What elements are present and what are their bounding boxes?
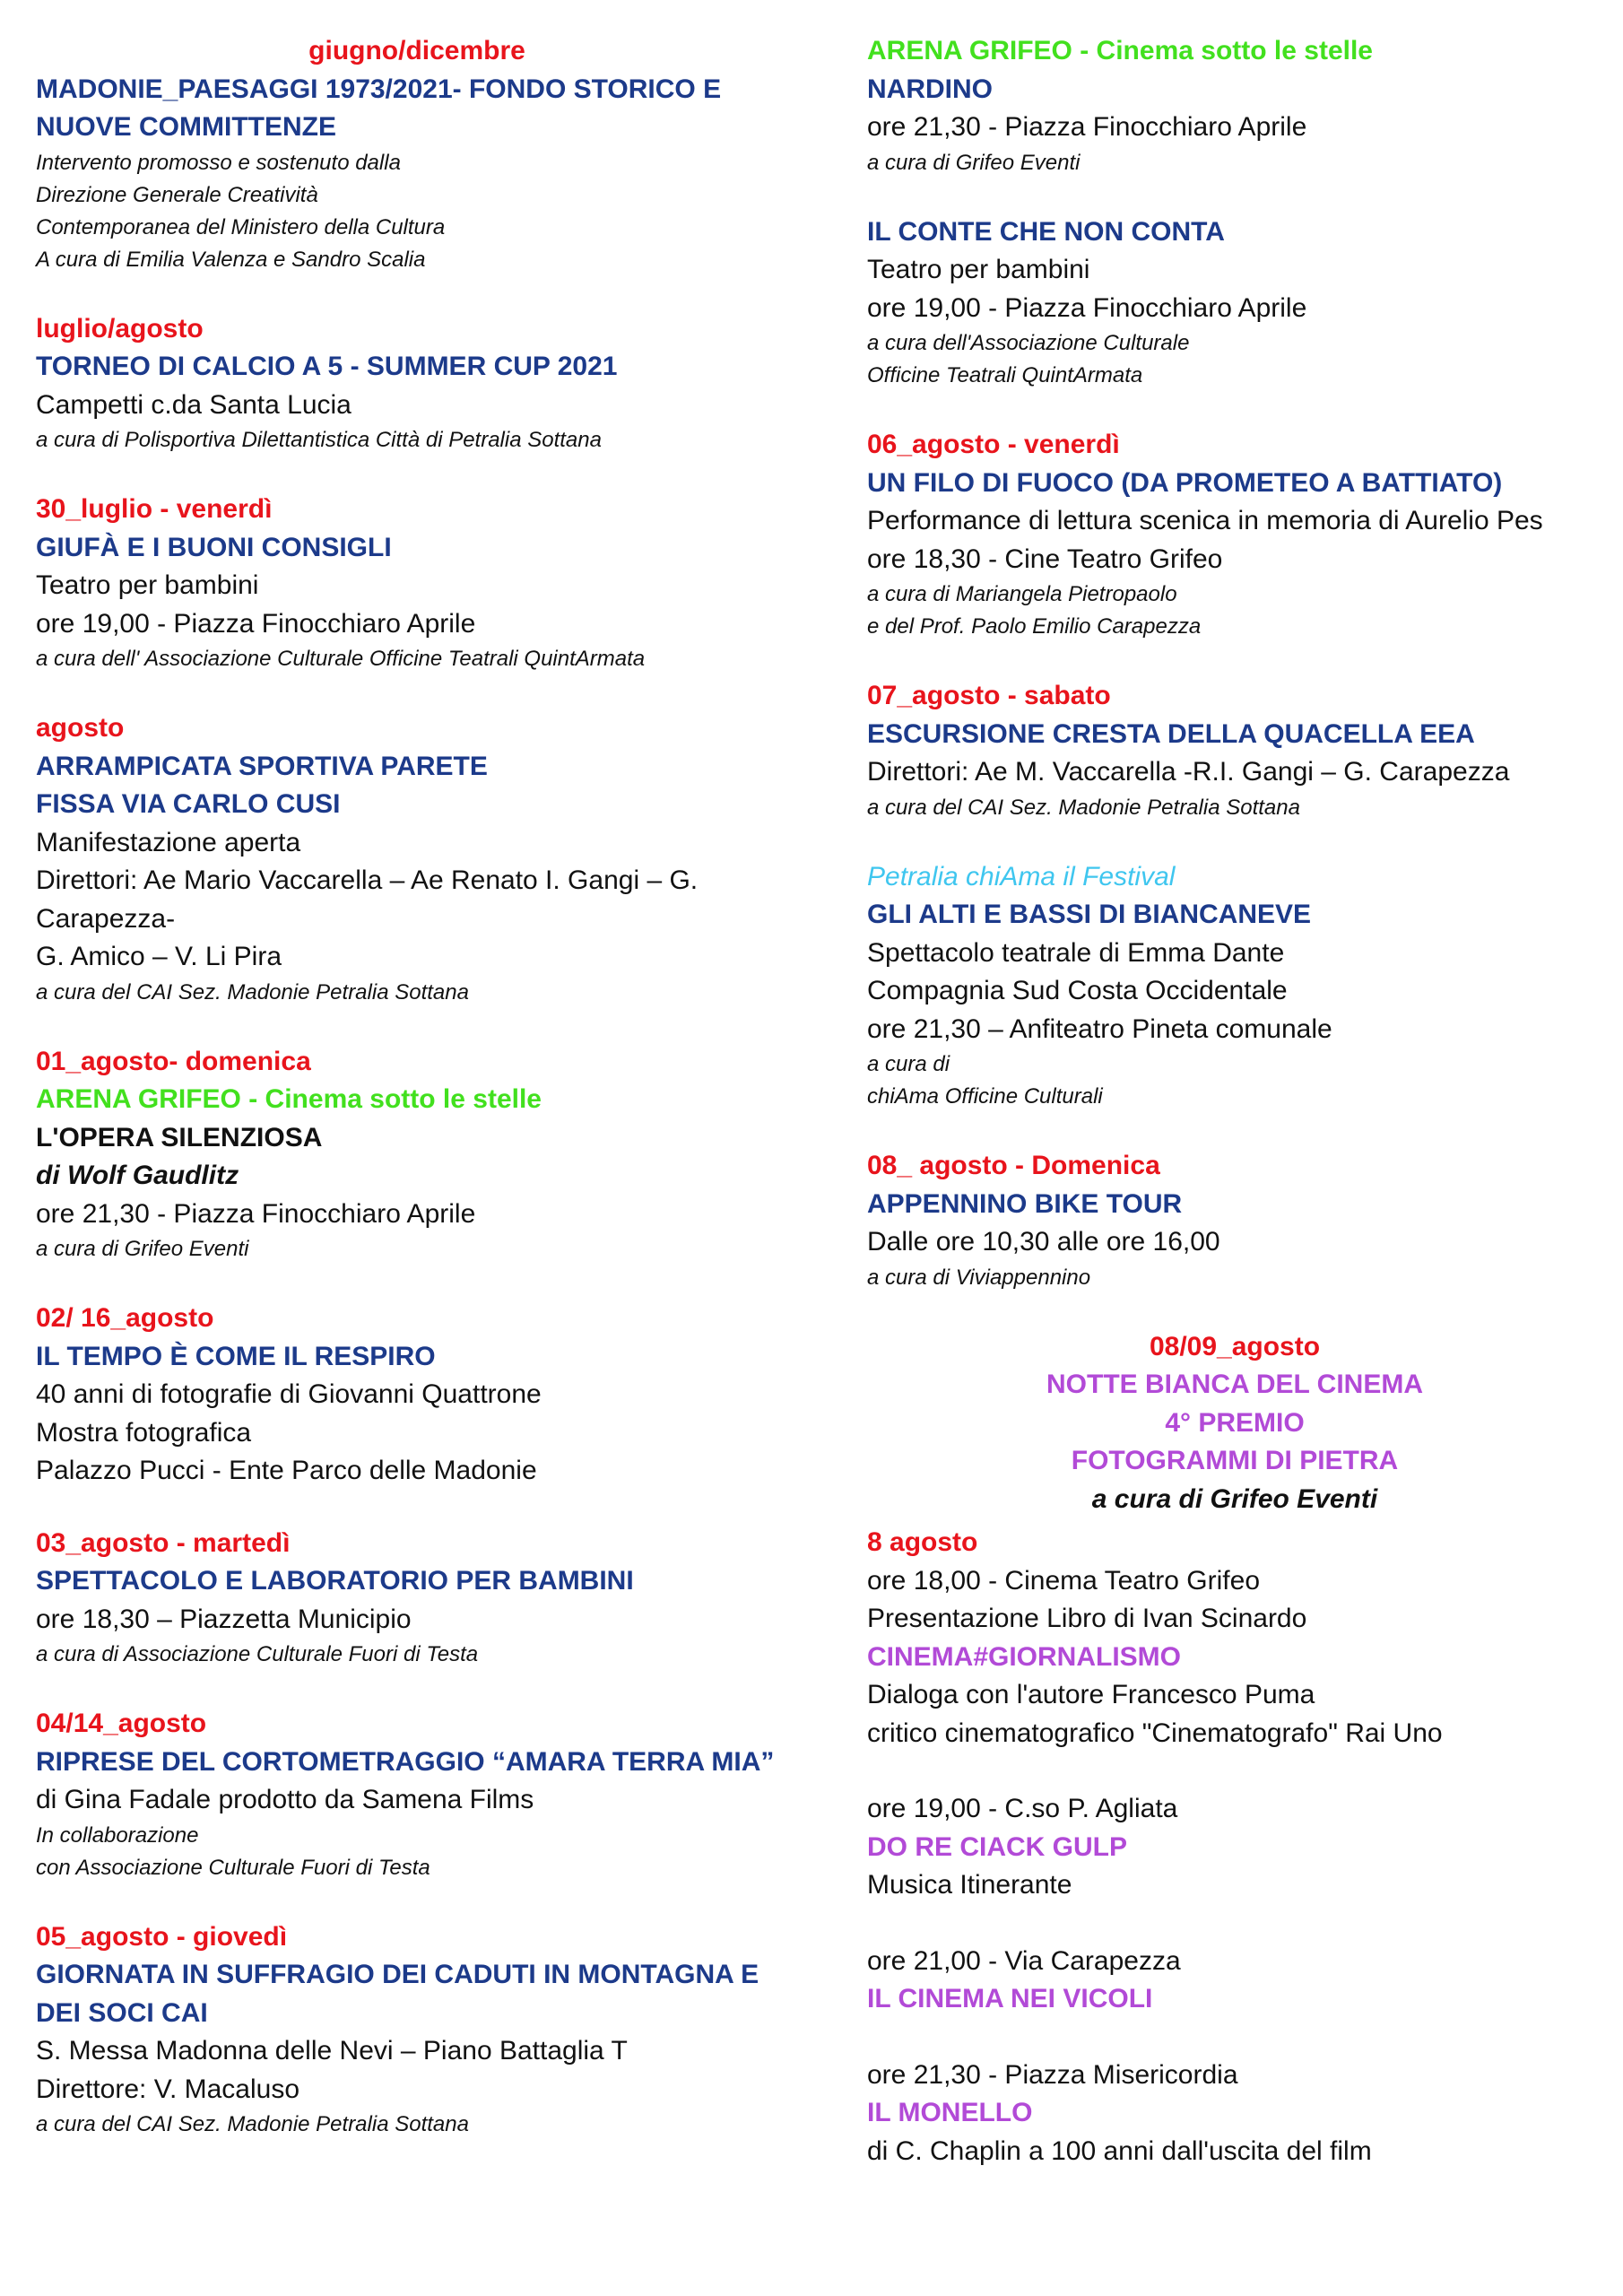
spacer <box>867 1905 1602 1943</box>
event-block <box>867 32 1602 179</box>
event-block <box>867 1328 1602 1519</box>
event-date: 06_agosto - venerdì <box>867 430 1120 459</box>
event-title: NARDINO <box>867 74 993 104</box>
spacer <box>867 2019 1602 2057</box>
event-date: 08_ agosto - Domenica <box>867 1151 1160 1180</box>
event-detail: ore 19,00 - Piazza Finocchiaro Aprile <box>867 292 1307 323</box>
program-heading: CINEMA#GIORNALISMO <box>867 1641 1182 1672</box>
event-block <box>36 310 798 457</box>
event-date: luglio/agosto <box>36 313 204 344</box>
event-title: FISSA VIA CARLO CUSI <box>36 789 341 819</box>
event-block <box>36 32 798 276</box>
event-detail: critico cinematografico "Cinematografo" Rai Uno <box>867 1718 1443 1748</box>
event-detail: ore 19,00 - Piazza Finocchiaro Aprile <box>36 608 476 639</box>
event-detail: ore 18,30 - Cine Teatro Grifeo <box>867 544 1223 574</box>
venue-tag: ARENA GRIFEO - Cinema sotto le stelle <box>867 36 1373 65</box>
event-title: IL CONTE CHE NON CONTA <box>867 216 1225 247</box>
organizer-note: a cura di Grifeo Eventi <box>867 150 1081 175</box>
event-detail: Teatro per bambini <box>36 570 259 600</box>
organizer-note: Officine Teatrali QuintArmata <box>867 363 1143 387</box>
organizer-note: a cura dell' Associazione Culturale Officine Teatrali QuintArmata <box>36 647 646 671</box>
program-heading: FOTOGRAMMI DI PIETRA <box>1071 1446 1399 1475</box>
event-title: RIPRESE DEL CORTOMETRAGGIO “AMARA TERRA MIA” <box>36 1746 775 1777</box>
event-detail: Manifestazione aperta <box>36 827 301 857</box>
event-detail: ore 21,30 - Piazza Misericordia <box>867 2059 1238 2090</box>
event-title: SPETTACOLO E LABORATORIO PER BAMBINI <box>36 1566 634 1596</box>
event-date: 04/14_agosto <box>36 1709 207 1738</box>
organizer-note: a cura di Polisportiva Dilettantistica Città di Petralia Sottana <box>36 428 602 452</box>
event-detail: Dialoga con l'autore Francesco Puma <box>867 1680 1315 1709</box>
event-block <box>36 491 798 675</box>
event-block <box>867 1147 1602 1294</box>
organizer-note: a cura di <box>867 1052 950 1076</box>
organizer-note: Intervento promosso e sostenuto dalla <box>36 150 401 175</box>
event-detail: S. Messa Madonna delle Nevi – Piano Battaglia T <box>36 2036 628 2066</box>
event-title: GLI ALTI E BASSI DI BIANCANEVE <box>867 900 1312 929</box>
event-detail: Compagnia Sud Costa Occidentale <box>867 976 1288 1005</box>
credit-line: di Wolf Gaudlitz <box>36 1161 239 1190</box>
event-detail: ore 18,30 – Piazzetta Municipio <box>36 1604 412 1634</box>
event-date: 30_luglio - venerdì <box>36 494 273 524</box>
event-detail: Teatro per bambini <box>867 255 1090 284</box>
organizer-note: a cura di Viviappennino <box>867 1265 1091 1290</box>
event-block <box>36 1525 798 1672</box>
event-detail: 40 anni di fotografie di Giovanni Quattrone <box>36 1379 542 1409</box>
organizer-note: A cura di Emilia Valenza e Sandro Scalia <box>36 247 426 272</box>
spacer <box>867 1752 1602 1790</box>
organizer-note: Direzione Generale Creatività <box>36 182 318 207</box>
film-title: L'OPERA SILENZIOSA <box>36 1122 323 1152</box>
event-date: 8 agosto <box>867 1527 978 1557</box>
event-title: IL TEMPO È COME IL RESPIRO <box>36 1341 436 1371</box>
event-block <box>36 1705 798 1884</box>
event-detail: Carapezza- <box>36 903 176 934</box>
organizer-note: e del Prof. Paolo Emilio Carapezza <box>867 614 1202 639</box>
event-detail: di C. Chaplin a 100 anni dall'uscita del film <box>867 2135 1372 2166</box>
event-date: 05_agosto - giovedì <box>36 1921 288 1952</box>
event-detail: Direttori: Ae M. Vaccarella -R.I. Gangi – G. Carapezza <box>867 757 1510 787</box>
event-block <box>36 1300 798 1491</box>
festival-label: Petralia chiAma il Festival <box>867 861 1176 891</box>
event-detail: Musica Itinerante <box>867 1870 1072 1900</box>
event-block <box>36 709 798 1009</box>
event-detail: Performance di lettura scenica in memoria di Aurelio Pes <box>867 506 1543 535</box>
organizer-note: con Associazione Culturale Fuori di Testa <box>36 1855 430 1880</box>
event-title: APPENNINO BIKE TOUR <box>867 1188 1183 1219</box>
event-detail: ore 21,30 – Anfiteatro Pineta comunale <box>867 1013 1332 1044</box>
program-heading: NOTTE BIANCA DEL CINEMA <box>1046 1370 1423 1399</box>
event-block <box>36 1043 798 1266</box>
organizer-note: a cura di Mariangela Pietropaolo <box>867 582 1177 606</box>
program-heading: DO RE CIACK GULP <box>867 1831 1128 1862</box>
event-detail: Spettacolo teatrale di Emma Dante <box>867 937 1285 968</box>
event-detail: di Gina Fadale prodotto da Samena Films <box>36 1785 534 1814</box>
event-title: TORNEO DI CALCIO A 5 - SUMMER CUP 2021 <box>36 352 618 381</box>
program-heading: 4° PREMIO <box>1165 1407 1305 1438</box>
event-detail: Direttori: Ae Mario Vaccarella – Ae Renato I. Gangi – G. <box>36 865 699 895</box>
event-title: ESCURSIONE CRESTA DELLA QUACELLA EEA <box>867 718 1475 749</box>
event-block <box>867 213 1602 393</box>
organizer-note: chiAma Officine Culturali <box>867 1084 1103 1109</box>
event-detail: Mostra fotografica <box>36 1417 252 1448</box>
event-date: 07_agosto - sabato <box>867 681 1111 710</box>
event-title: ARRAMPICATA SPORTIVA PARETE <box>36 751 488 781</box>
organizer-note: a cura del CAI Sez. Madonie Petralia Sottana <box>36 979 469 1004</box>
event-title: UN FILO DI FUOCO (DA PROMETEO A BATTIATO) <box>867 467 1503 498</box>
event-detail: Dalle ore 10,30 alle ore 16,00 <box>867 1227 1220 1257</box>
event-title: DEI SOCI CAI <box>36 1997 208 2028</box>
event-date: 03_agosto - martedì <box>36 1527 291 1558</box>
event-block <box>867 1524 1602 2170</box>
event-block <box>867 677 1602 824</box>
event-date: giugno/dicembre <box>308 36 525 65</box>
event-date: 02/ 16_agosto <box>36 1303 214 1333</box>
event-title: GIUFÀ E I BUONI CONSIGLI <box>36 532 392 562</box>
event-date: 08/09_agosto <box>1149 1331 1321 1361</box>
event-detail: ore 21,30 - Piazza Finocchiaro Aprile <box>867 112 1307 142</box>
event-detail: ore 18,00 - Cinema Teatro Grifeo <box>867 1565 1261 1596</box>
organizer-note: a cura di Associazione Culturale Fuori di Testa <box>36 1642 479 1666</box>
event-title: NUOVE COMMITTENZE <box>36 112 336 142</box>
event-title: GIORNATA IN SUFFRAGIO DEI CADUTI IN MONTAGNA E <box>36 1960 759 1989</box>
event-block <box>867 858 1602 1114</box>
organizer-note: In collaborazione <box>36 1822 199 1848</box>
event-detail: ore 19,00 - C.so P. Agliata <box>867 1794 1178 1823</box>
organizer-note: a cura di Grifeo Eventi <box>36 1237 249 1261</box>
organizer-note: a cura del CAI Sez. Madonie Petralia Sottana <box>36 2112 469 2136</box>
organizer-note: a cura dell'Associazione Culturale <box>867 331 1190 355</box>
event-detail: Presentazione Libro di Ivan Scinardo <box>867 1604 1307 1633</box>
left-column <box>36 32 798 2175</box>
credit-line: a cura di Grifeo Eventi <box>1091 1483 1378 1514</box>
event-detail: Palazzo Pucci - Ente Parco delle Madonie <box>36 1456 537 1485</box>
event-detail: G. Amico – V. Li Pira <box>36 942 282 971</box>
event-detail: ore 21,30 - Piazza Finocchiaro Aprile <box>36 1198 476 1229</box>
program-heading: IL MONELLO <box>867 2098 1033 2127</box>
organizer-note: a cura del CAI Sez. Madonie Petralia Sottana <box>867 795 1300 820</box>
event-date: agosto <box>36 713 125 743</box>
right-column <box>867 32 1602 2205</box>
organizer-note: Contemporanea del Ministero della Cultura <box>36 214 446 239</box>
program-heading: IL CINEMA NEI VICOLI <box>867 1984 1153 2013</box>
venue-tag: ARENA GRIFEO - Cinema sotto le stelle <box>36 1084 542 1114</box>
event-detail: Campetti c.da Santa Lucia <box>36 389 352 420</box>
event-block <box>36 1918 798 2142</box>
event-block <box>867 426 1602 643</box>
event-detail: Direttore: V. Macaluso <box>36 2074 300 2104</box>
event-title: MADONIE_PAESAGGI 1973/2021- FONDO STORICO E <box>36 74 722 104</box>
event-date: 01_agosto- domenica <box>36 1046 311 1076</box>
event-detail: ore 21,00 - Via Carapezza <box>867 1945 1181 1976</box>
